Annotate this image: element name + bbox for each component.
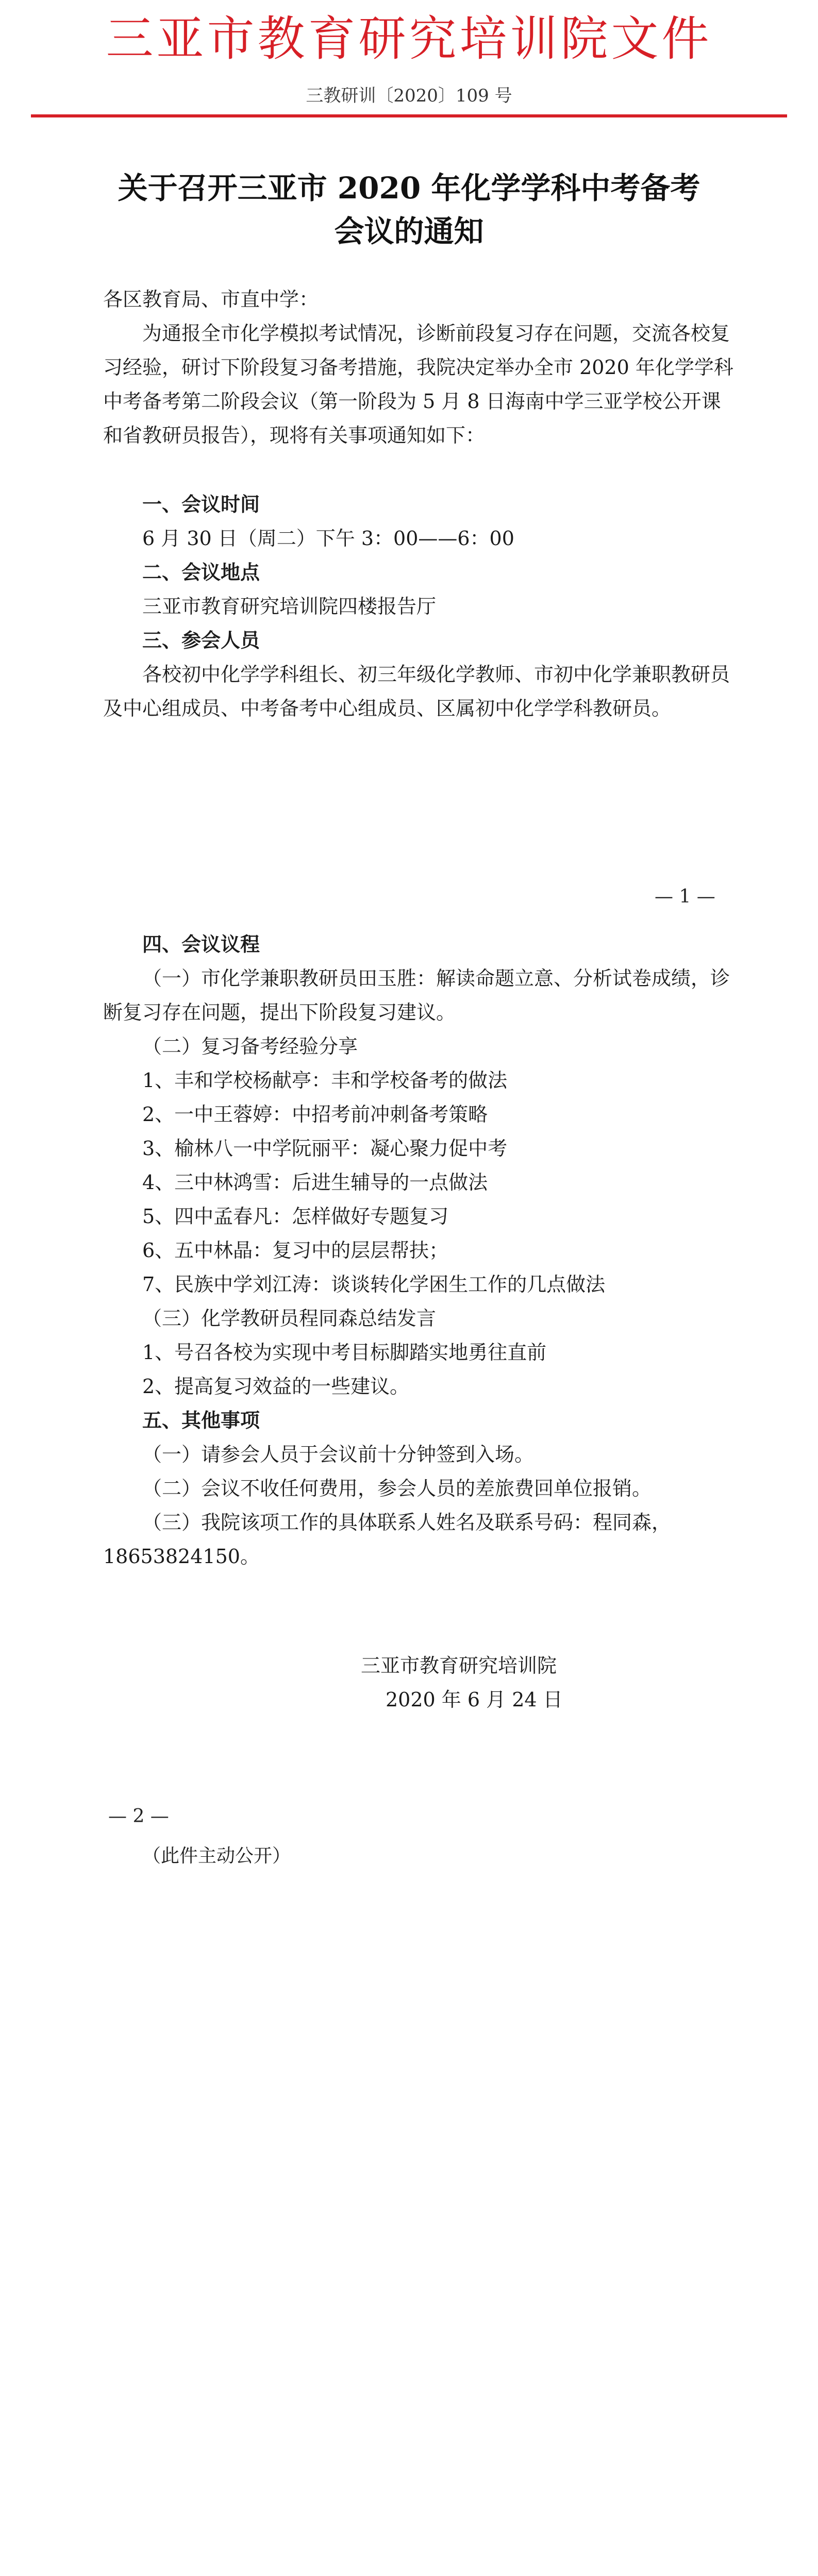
sharing-item: 6、五中林晶：复习中的层层帮扶； bbox=[142, 1239, 449, 1262]
summary-item: 1、号召各校为实现中考目标脚踏实地勇往直前 bbox=[142, 1341, 547, 1364]
agenda-item-1: （一）市化学兼职教研员田玉胜：解读命题立意、分析试卷成绩，诊断复习存在问题，提出下阶段复习建议。 bbox=[103, 967, 730, 1024]
agenda-item-2: （二）复习备考经验分享 bbox=[142, 1035, 358, 1058]
document-number: 三教研训〔2020〕109 号 bbox=[306, 86, 512, 106]
notice-title-line-2: 会议的通知 bbox=[334, 214, 484, 249]
other-item: （一）请参会人员于会议前十分钟签到入场。 bbox=[142, 1443, 535, 1466]
sharing-item: 4、三中林鸿雪：后进生辅导的一点做法 bbox=[142, 1171, 488, 1194]
sharing-item: 3、榆林八一中学阮丽平：凝心聚力促中考 bbox=[142, 1137, 508, 1160]
meeting-place: 三亚市教育研究培训院四楼报告厅 bbox=[142, 595, 437, 618]
disclosure-note: （此件主动公开） bbox=[142, 1845, 291, 1867]
signature-date: 2020 年 6 月 24 日 bbox=[386, 1688, 563, 1711]
section-heading-place: 二、会议地点 bbox=[142, 561, 260, 584]
agenda-item-3: （三）化学教研员程同森总结发言 bbox=[142, 1307, 437, 1330]
page-number-2: — 2 — bbox=[108, 1806, 169, 1827]
section-heading-attendees: 三、参会人员 bbox=[142, 629, 260, 652]
intro-paragraph: 为通报全市化学模拟考试情况，诊断前段复习存在问题，交流各校复习经验，研讨下阶段复习备考措施，我院决定举办全市 2020 年化学学科中考备考第二阶段会议（第一阶段为 5 月 8 日海南中学三亚学校公开课和省教研员报告），现将有关事项通知如下： bbox=[103, 322, 733, 447]
sharing-item: 5、四中孟春凡：怎样做好专题复习 bbox=[142, 1205, 449, 1228]
sharing-item: 2、一中王蓉婷：中招考前冲刺备考策略 bbox=[142, 1103, 488, 1126]
signature-org: 三亚市教育研究培训院 bbox=[361, 1654, 557, 1677]
document-header-title: 三亚市教育研究培训院文件 bbox=[106, 11, 712, 66]
sharing-item: 1、丰和学校杨献亭：丰和学校备考的做法 bbox=[142, 1069, 508, 1092]
section-heading-time: 一、会议时间 bbox=[142, 493, 260, 516]
sharing-item: 7、民族中学刘江涛：谈谈转化学困生工作的几点做法 bbox=[142, 1273, 606, 1296]
attendees-paragraph: 各校初中化学学科组长、初三年级化学教师、市初中化学兼职教研员及中心组成员、中考备考中心组成员、区属初中化学学科教研员。 bbox=[103, 663, 730, 720]
salutation: 各区教育局、市直中学： bbox=[103, 288, 319, 311]
section-heading-other: 五、其他事项 bbox=[142, 1409, 260, 1432]
other-item: （二）会议不收任何费用，参会人员的差旅费回单位报销。 bbox=[142, 1477, 652, 1500]
meeting-time: 6 月 30 日（周二）下午 3：00——6：00 bbox=[142, 527, 514, 550]
red-header-rule bbox=[31, 114, 787, 117]
section-heading-agenda: 四、会议议程 bbox=[142, 933, 260, 956]
summary-item: 2、提高复习效益的一些建议。 bbox=[142, 1375, 410, 1398]
page-number-1: — 1 — bbox=[655, 886, 715, 907]
other-item: （三）我院该项工作的具体联系人姓名及联系号码：程同森，18653824150。 bbox=[103, 1511, 672, 1568]
notice-title-line-1: 关于召开三亚市 2020 年化学学科中考备考 bbox=[118, 171, 700, 206]
